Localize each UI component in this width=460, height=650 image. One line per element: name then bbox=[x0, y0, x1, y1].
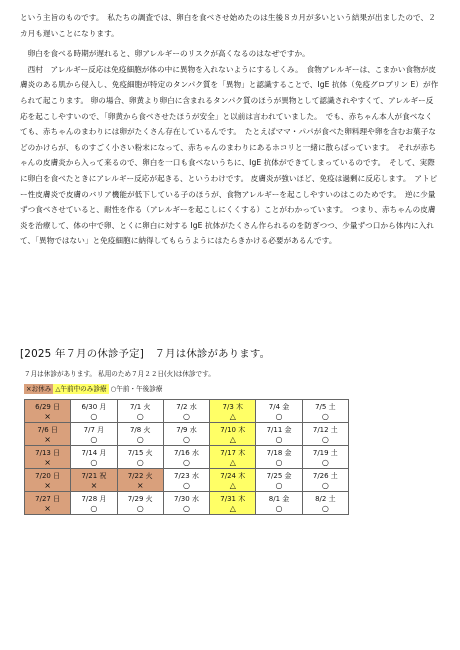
calendar-day-cell bbox=[117, 423, 163, 446]
paragraph-1: という主旨のものです。 私たちの調査では、卵白を食べさせ始めたのは生後８カ月が多いという結果が出ましたので、２カ月も遅いことになります。 bbox=[20, 13, 436, 38]
legend-full: ○午前・午後診療 bbox=[110, 385, 163, 393]
calendar-date: 7/16 水 bbox=[174, 449, 199, 457]
calendar-date: 7/29 火 bbox=[127, 495, 153, 503]
calendar-week bbox=[25, 423, 349, 446]
closure-calendar bbox=[24, 399, 349, 515]
calendar-date: 7/24 木 bbox=[220, 472, 246, 480]
calendar-status-mark: ○ bbox=[275, 435, 283, 444]
calendar-status-mark: △ bbox=[229, 504, 236, 513]
calendar-date: 7/21 祝 bbox=[81, 472, 107, 480]
calendar-status-mark: ○ bbox=[136, 412, 144, 421]
calendar-status-mark: ○ bbox=[182, 435, 190, 444]
calendar-day-cell bbox=[256, 446, 302, 469]
calendar-day-cell bbox=[71, 423, 117, 446]
calendar-status-mark: △ bbox=[229, 481, 236, 490]
calendar-day-cell bbox=[163, 446, 209, 469]
calendar-day-cell bbox=[163, 423, 209, 446]
calendar-day-cell bbox=[210, 446, 256, 469]
calendar-day-cell bbox=[210, 469, 256, 492]
calendar-status-mark: ○ bbox=[90, 504, 98, 513]
calendar-date: 7/27 日 bbox=[35, 495, 61, 503]
calendar-status-mark: ○ bbox=[321, 458, 329, 467]
calendar-day-cell bbox=[256, 423, 302, 446]
calendar-status-mark: ○ bbox=[275, 412, 283, 421]
calendar-status-mark: ○ bbox=[90, 412, 98, 421]
calendar-week bbox=[25, 400, 349, 423]
calendar-date: 7/10 木 bbox=[220, 426, 246, 434]
calendar-day-cell bbox=[25, 469, 71, 492]
calendar-day-cell bbox=[25, 446, 71, 469]
calendar-date: 8/1 金 bbox=[268, 495, 290, 503]
calendar-date: 7/22 火 bbox=[127, 472, 153, 480]
calendar-day-cell bbox=[117, 446, 163, 469]
calendar-status-mark: ○ bbox=[321, 481, 329, 490]
calendar-status-mark: ○ bbox=[136, 504, 144, 513]
calendar-day-cell bbox=[302, 469, 348, 492]
calendar-day-cell bbox=[25, 400, 71, 423]
calendar-status-mark: ○ bbox=[321, 412, 329, 421]
calendar-day-cell bbox=[71, 469, 117, 492]
calendar-status-mark: ○ bbox=[321, 504, 329, 513]
calendar-status-mark: ○ bbox=[90, 458, 98, 467]
calendar-status-mark: ○ bbox=[90, 435, 98, 444]
calendar-day-cell bbox=[25, 423, 71, 446]
calendar-status-mark: × bbox=[90, 481, 98, 490]
calendar-week bbox=[25, 446, 349, 469]
calendar-status-mark: ○ bbox=[182, 458, 190, 467]
calendar-status-mark: △ bbox=[229, 435, 236, 444]
calendar-day-cell bbox=[302, 446, 348, 469]
schedule-legend bbox=[24, 384, 164, 394]
calendar-status-mark: ○ bbox=[275, 458, 283, 467]
calendar-status-mark: △ bbox=[229, 412, 236, 421]
calendar-status-mark: ○ bbox=[182, 412, 190, 421]
calendar-date: 7/18 金 bbox=[266, 449, 292, 457]
calendar-day-cell bbox=[210, 492, 256, 515]
calendar-date: 7/6 日 bbox=[37, 426, 58, 434]
calendar-day-cell bbox=[117, 400, 163, 423]
calendar-day-cell bbox=[302, 400, 348, 423]
calendar-day-cell bbox=[71, 400, 117, 423]
calendar-date: 7/28 月 bbox=[81, 495, 107, 503]
body-text bbox=[20, 10, 440, 249]
calendar-date: 7/20 日 bbox=[35, 472, 61, 480]
calendar-status-mark: △ bbox=[229, 458, 236, 467]
calendar-status-mark: ○ bbox=[275, 504, 283, 513]
calendar-status-mark: ○ bbox=[321, 435, 329, 444]
calendar-day-cell bbox=[71, 446, 117, 469]
calendar-day-cell bbox=[163, 492, 209, 515]
calendar-status-mark: ○ bbox=[275, 481, 283, 490]
calendar-date: 7/17 木 bbox=[220, 449, 246, 457]
calendar-date: 8/2 土 bbox=[315, 495, 336, 503]
calendar-status-mark: × bbox=[44, 412, 51, 421]
calendar-date: 7/5 土 bbox=[315, 403, 336, 411]
calendar-date: 7/14 月 bbox=[81, 449, 107, 457]
calendar-day-cell bbox=[117, 469, 163, 492]
calendar-day-cell bbox=[210, 400, 256, 423]
calendar-date: 7/26 土 bbox=[312, 472, 338, 480]
calendar-date: 7/8 火 bbox=[129, 426, 151, 434]
calendar-date: 7/30 水 bbox=[174, 495, 199, 503]
calendar-date: 7/25 金 bbox=[266, 472, 292, 480]
calendar-date: 6/30 月 bbox=[81, 403, 107, 411]
calendar-status-mark: × bbox=[44, 504, 51, 513]
calendar-day-cell bbox=[25, 492, 71, 515]
calendar-day-cell bbox=[256, 469, 302, 492]
calendar-status-mark: × bbox=[136, 481, 144, 490]
calendar-date: 7/23 水 bbox=[174, 472, 199, 480]
calendar-date: 7/9 水 bbox=[176, 426, 197, 434]
calendar-date: 7/31 木 bbox=[220, 495, 246, 503]
calendar-day-cell bbox=[256, 400, 302, 423]
schedule-notice: ７月は休診があります。 私用のため７月２２日(火)は休診です。 bbox=[24, 370, 215, 378]
calendar-day-cell bbox=[71, 492, 117, 515]
calendar-day-cell bbox=[302, 423, 348, 446]
calendar-day-cell bbox=[302, 492, 348, 515]
calendar-date: 7/2 水 bbox=[176, 403, 197, 411]
calendar-date: 6/29 日 bbox=[35, 403, 61, 411]
paragraph-answer: 西村 アレルギー反応は免疫細胞が体の中に異物を入れないようにするしくみ。 食物アレルギーは、こまかい食物が皮膚炎のある肌から侵入し、免疫細胞が特定のタンパク質を「異物」と認識することで、IgE 抗体（免疫グロブリン E）が作られて起こります。 卵の場合、卵黄より卵白に含まれるタンパク質のほうが異物として認識されやすくて、アレルギー反応を起こしやすいので、「卵黄から食べさせたほうが安全」と以前は言われていました。 でも、赤ちゃん本人が食べなくても、赤ちゃんのまわりには卵がたくさん存在しているんです。 たとえばママ・パパが食べた卵料理や卵を含むお菓子などのかけらが、ものすごく小さい粉末になって、赤ちゃんのまわりにあるホコリと一緒に散らばっています。 それが赤ちゃんの皮膚炎から入って来るので、卵白を一口も食べないうちに、IgE 抗体ができてしまっているのです。 そして、実際に卵白を食べたときにアレルギー反応が起きる、というわけです。 皮膚炎が強いほど、免疫は過剰に反応します。 アトピー性皮膚炎で皮膚のバリア機能が低下している子のほうが、食物アレルギーを起こしやすいのはこのためです。 逆に少量ずつ食べさせていると、耐性を作る（アレルギーを起こしにくくする）ことがわかっています。 つまり、赤ちゃんの皮膚炎を治療して、体の中で卵、とくに卵白に対する IgE 抗体がたくさん作られるのを防ぎつつ、少量ずつ口から体内に入れて、「異物ではない」と免疫細胞に納得してもらうようにはたらきかける必要があるんです。 bbox=[20, 64, 439, 246]
legend-am: △午前中のみ診療 bbox=[55, 385, 107, 393]
calendar-status-mark: × bbox=[44, 435, 51, 444]
calendar-date: 7/11 金 bbox=[266, 426, 292, 434]
calendar-date: 7/7 月 bbox=[83, 426, 105, 434]
calendar-date: 7/12 土 bbox=[312, 426, 338, 434]
calendar-status-mark: × bbox=[44, 458, 51, 467]
calendar-day-cell bbox=[163, 400, 209, 423]
calendar-date: 7/4 金 bbox=[268, 403, 290, 411]
calendar-date: 7/19 土 bbox=[312, 449, 338, 457]
calendar-day-cell bbox=[117, 492, 163, 515]
calendar-week bbox=[25, 469, 349, 492]
calendar-day-cell bbox=[163, 469, 209, 492]
legend-closed: ×お休み bbox=[26, 385, 52, 393]
calendar-day-cell bbox=[210, 423, 256, 446]
calendar-date: 7/1 火 bbox=[129, 403, 151, 411]
calendar-status-mark: ○ bbox=[136, 458, 144, 467]
calendar-status-mark: ○ bbox=[182, 504, 190, 513]
schedule-title: [2025 年７月の休診予定] ７月は休診があります。 bbox=[20, 348, 271, 360]
calendar-week bbox=[25, 492, 349, 515]
calendar-day-cell bbox=[256, 492, 302, 515]
paragraph-question: 卵白を食べる時期が遅れると、卵アレルギーのリスクが高くなるのはなぜですか。 bbox=[27, 49, 310, 59]
calendar-date: 7/13 日 bbox=[35, 449, 61, 457]
calendar-status-mark: ○ bbox=[182, 481, 190, 490]
calendar-date: 7/15 火 bbox=[127, 449, 153, 457]
calendar-status-mark: × bbox=[44, 481, 51, 490]
calendar-status-mark: ○ bbox=[136, 435, 144, 444]
calendar-date: 7/3 木 bbox=[222, 403, 244, 411]
